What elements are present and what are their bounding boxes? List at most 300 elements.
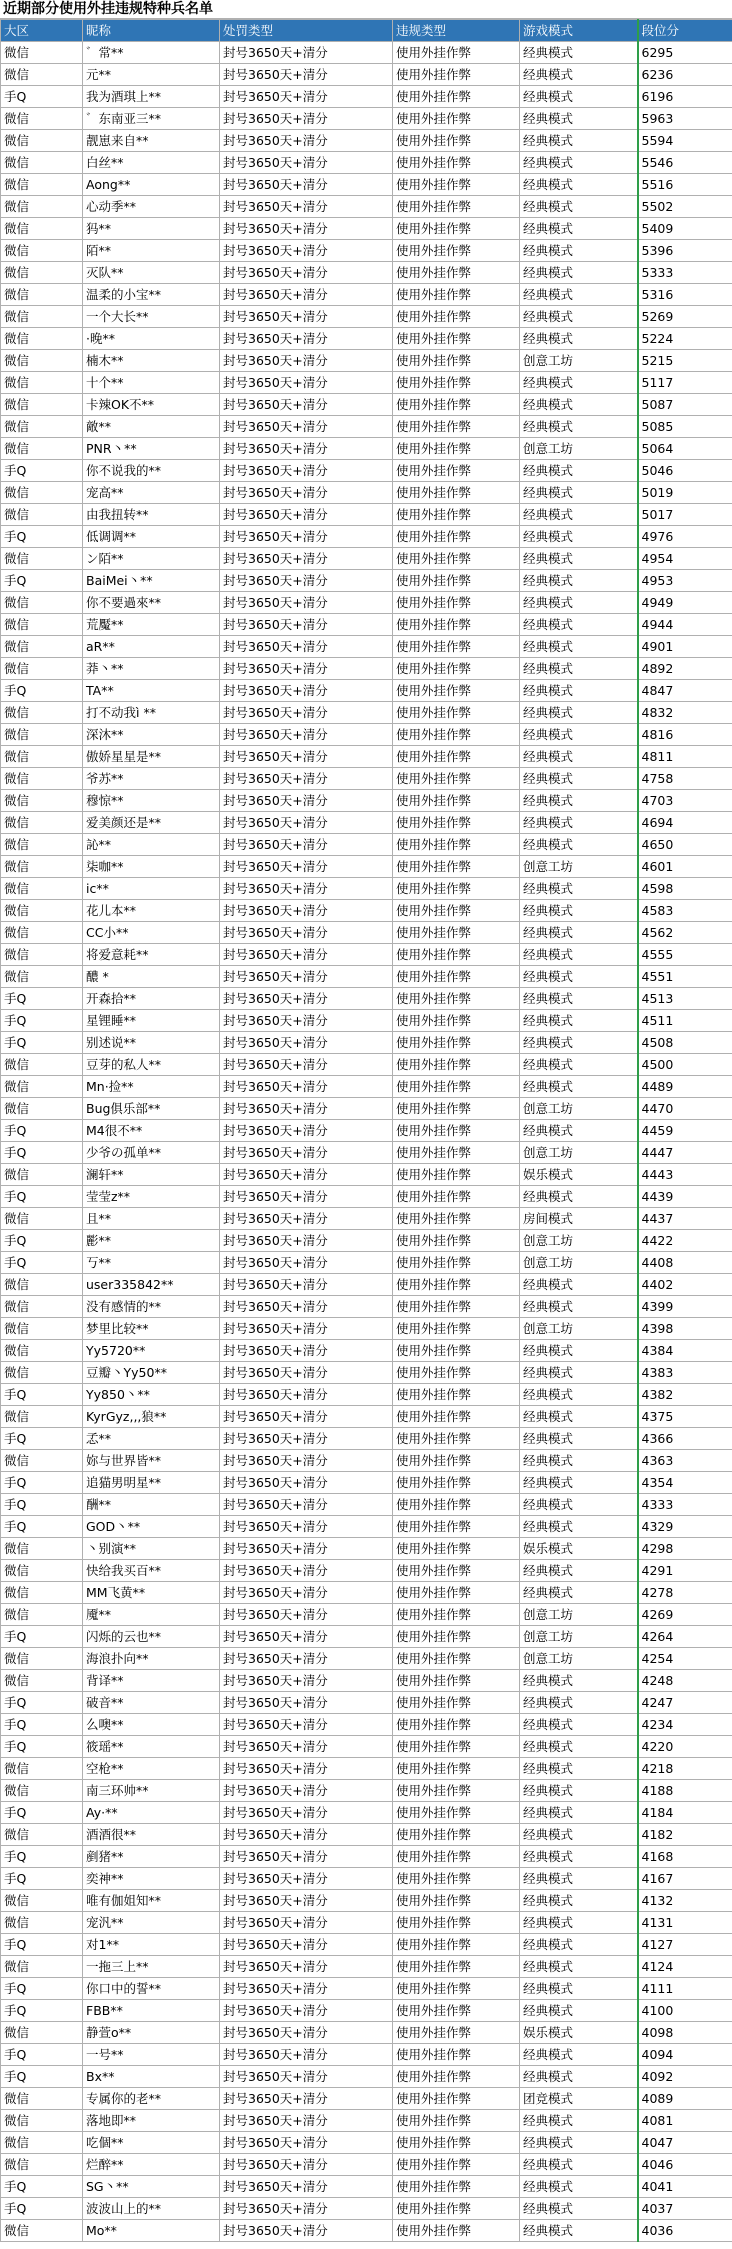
region-cell: 微信	[1, 1098, 83, 1120]
violation-cell: 使用外挂作弊	[393, 2022, 520, 2044]
violation-cell: 使用外挂作弊	[393, 1626, 520, 1648]
nickname-cell: ic**	[83, 878, 220, 900]
table-row	[1, 328, 732, 350]
violation-cell: 使用外挂作弊	[393, 1384, 520, 1406]
region-cell: 手Q	[1, 1802, 83, 1824]
table-row	[1, 724, 732, 746]
mode-cell: 创意工坊	[520, 438, 638, 460]
score-cell: 4399	[638, 1296, 732, 1318]
table-row	[1, 944, 732, 966]
table-row	[1, 350, 732, 372]
header-nickname: 昵称	[83, 20, 220, 42]
region-cell: 微信	[1, 1406, 83, 1428]
mode-cell: 经典模式	[520, 724, 638, 746]
violation-cell: 使用外挂作弊	[393, 1648, 520, 1670]
penalty-cell: 封号3650天+清分	[220, 1912, 393, 1934]
region-cell: 微信	[1, 900, 83, 922]
table-row	[1, 658, 732, 680]
nickname-cell: 花儿本**	[83, 900, 220, 922]
region-cell: 微信	[1, 262, 83, 284]
nickname-cell: 灭队**	[83, 262, 220, 284]
table-row	[1, 1802, 732, 1824]
penalty-cell: 封号3650天+清分	[220, 548, 393, 570]
penalty-cell: 封号3650天+清分	[220, 1714, 393, 1736]
nickname-cell: 柒咖**	[83, 856, 220, 878]
table-row	[1, 152, 732, 174]
region-cell: 微信	[1, 1076, 83, 1098]
mode-cell: 经典模式	[520, 922, 638, 944]
region-cell: 微信	[1, 1648, 83, 1670]
penalty-cell: 封号3650天+清分	[220, 174, 393, 196]
region-cell: 手Q	[1, 2198, 83, 2220]
region-cell: 微信	[1, 1208, 83, 1230]
mode-cell: 经典模式	[520, 2132, 638, 2154]
mode-cell: 经典模式	[520, 284, 638, 306]
region-cell: 手Q	[1, 1494, 83, 1516]
penalty-cell: 封号3650天+清分	[220, 1274, 393, 1296]
table-row	[1, 1164, 732, 1186]
region-cell: 手Q	[1, 1252, 83, 1274]
table-row	[1, 1054, 732, 1076]
score-cell: 5046	[638, 460, 732, 482]
score-cell: 4111	[638, 1978, 732, 2000]
region-cell: 微信	[1, 416, 83, 438]
violation-cell: 使用外挂作弊	[393, 1142, 520, 1164]
score-cell: 4264	[638, 1626, 732, 1648]
score-cell: 4901	[638, 636, 732, 658]
region-cell: 微信	[1, 1912, 83, 1934]
violation-cell: 使用外挂作弊	[393, 1252, 520, 1274]
table-row	[1, 1956, 732, 1978]
penalty-cell: 封号3650天+清分	[220, 856, 393, 878]
table-row	[1, 1538, 732, 1560]
penalty-cell: 封号3650天+清分	[220, 1010, 393, 1032]
score-cell: 4408	[638, 1252, 732, 1274]
penalty-cell: 封号3650天+清分	[220, 438, 393, 460]
nickname-cell: 别述说**	[83, 1032, 220, 1054]
nickname-cell: 背译**	[83, 1670, 220, 1692]
violation-cell: 使用外挂作弊	[393, 900, 520, 922]
region-cell: 微信	[1, 856, 83, 878]
table-row	[1, 1560, 732, 1582]
table-row	[1, 1934, 732, 1956]
region-cell: 微信	[1, 1296, 83, 1318]
mode-cell: 经典模式	[520, 1868, 638, 1890]
mode-cell: 经典模式	[520, 394, 638, 416]
mode-cell: 经典模式	[520, 614, 638, 636]
mode-cell: 经典模式	[520, 1846, 638, 1868]
score-cell: 4098	[638, 2022, 732, 2044]
mode-cell: 经典模式	[520, 2176, 638, 2198]
violation-cell: 使用外挂作弊	[393, 1406, 520, 1428]
score-cell: 4382	[638, 1384, 732, 1406]
score-cell: 4439	[638, 1186, 732, 1208]
region-cell: 手Q	[1, 570, 83, 592]
penalty-cell: 封号3650天+清分	[220, 196, 393, 218]
mode-cell: 经典模式	[520, 2044, 638, 2066]
score-cell: 4470	[638, 1098, 732, 1120]
table-row	[1, 64, 732, 86]
table-row	[1, 1032, 732, 1054]
score-cell: 5516	[638, 174, 732, 196]
score-cell: 4847	[638, 680, 732, 702]
header-penalty: 处罚类型	[220, 20, 393, 42]
score-cell: 4094	[638, 2044, 732, 2066]
score-cell: 4694	[638, 812, 732, 834]
penalty-cell: 封号3650天+清分	[220, 1538, 393, 1560]
region-cell: 微信	[1, 174, 83, 196]
region-cell: 微信	[1, 1538, 83, 1560]
region-cell: 微信	[1, 372, 83, 394]
region-cell: 微信	[1, 746, 83, 768]
violation-cell: 使用外挂作弊	[393, 1076, 520, 1098]
region-cell: 微信	[1, 592, 83, 614]
violation-cell: 使用外挂作弊	[393, 2066, 520, 2088]
mode-cell: 经典模式	[520, 196, 638, 218]
penalty-cell: 封号3650天+清分	[220, 1582, 393, 1604]
region-cell: 手Q	[1, 1384, 83, 1406]
nickname-cell: 澜轩**	[83, 1164, 220, 1186]
penalty-cell: 封号3650天+清分	[220, 1560, 393, 1582]
score-cell: 4650	[638, 834, 732, 856]
violation-cell: 使用外挂作弊	[393, 2000, 520, 2022]
nickname-cell: 空枪**	[83, 1758, 220, 1780]
score-cell: 4447	[638, 1142, 732, 1164]
violation-cell: 使用外挂作弊	[393, 658, 520, 680]
violation-cell: 使用外挂作弊	[393, 1516, 520, 1538]
violation-cell: 使用外挂作弊	[393, 1054, 520, 1076]
penalty-cell: 封号3650天+清分	[220, 790, 393, 812]
mode-cell: 经典模式	[520, 1714, 638, 1736]
nickname-cell: 魇**	[83, 1604, 220, 1626]
penalty-cell: 封号3650天+清分	[220, 1604, 393, 1626]
penalty-cell: 封号3650天+清分	[220, 152, 393, 174]
nickname-cell: 荒魘**	[83, 614, 220, 636]
mode-cell: 经典模式	[520, 812, 638, 834]
score-cell: 4598	[638, 878, 732, 900]
table-row	[1, 1670, 732, 1692]
region-cell: 微信	[1, 1560, 83, 1582]
mode-cell: 经典模式	[520, 306, 638, 328]
mode-cell: 经典模式	[520, 1054, 638, 1076]
mode-cell: 经典模式	[520, 1824, 638, 1846]
table-row	[1, 1340, 732, 1362]
region-cell: 手Q	[1, 1846, 83, 1868]
violation-cell: 使用外挂作弊	[393, 1824, 520, 1846]
nickname-cell: ゛常**	[83, 42, 220, 64]
nickname-cell: Yy5720**	[83, 1340, 220, 1362]
header-violation: 违规类型	[393, 20, 520, 42]
table-row	[1, 1692, 732, 1714]
nickname-cell: 豆瓣丶Yy50**	[83, 1362, 220, 1384]
region-cell: 微信	[1, 1164, 83, 1186]
violation-cell: 使用外挂作弊	[393, 438, 520, 460]
score-cell: 5502	[638, 196, 732, 218]
penalty-cell: 封号3650天+清分	[220, 680, 393, 702]
nickname-cell: 奕神**	[83, 1868, 220, 1890]
violation-cell: 使用外挂作弊	[393, 1714, 520, 1736]
table-row	[1, 1274, 732, 1296]
score-cell: 4832	[638, 702, 732, 724]
penalty-cell: 封号3650天+清分	[220, 42, 393, 64]
score-cell: 4562	[638, 922, 732, 944]
score-cell: 5396	[638, 240, 732, 262]
violation-cell: 使用外挂作弊	[393, 1318, 520, 1340]
mode-cell: 经典模式	[520, 1912, 638, 1934]
penalty-cell: 封号3650天+清分	[220, 1252, 393, 1274]
table-row	[1, 966, 732, 988]
score-cell: 4949	[638, 592, 732, 614]
region-cell: 微信	[1, 130, 83, 152]
region-cell: 手Q	[1, 1692, 83, 1714]
region-cell: 手Q	[1, 1868, 83, 1890]
table-row	[1, 702, 732, 724]
violation-cell: 使用外挂作弊	[393, 482, 520, 504]
score-cell: 4398	[638, 1318, 732, 1340]
score-cell: 5224	[638, 328, 732, 350]
penalty-cell: 封号3650天+清分	[220, 240, 393, 262]
mode-cell: 经典模式	[520, 2000, 638, 2022]
region-cell: 手Q	[1, 988, 83, 1010]
region-cell: 手Q	[1, 1010, 83, 1032]
table-row	[1, 2000, 732, 2022]
violation-cell: 使用外挂作弊	[393, 1758, 520, 1780]
penalty-cell: 封号3650天+清分	[220, 130, 393, 152]
violation-cell: 使用外挂作弊	[393, 526, 520, 548]
region-cell: 微信	[1, 2088, 83, 2110]
table-row	[1, 592, 732, 614]
score-cell: 5316	[638, 284, 732, 306]
mode-cell: 经典模式	[520, 504, 638, 526]
header-region: 大区	[1, 20, 83, 42]
table-header-row	[1, 20, 732, 42]
violation-cell: 使用外挂作弊	[393, 680, 520, 702]
score-cell: 4046	[638, 2154, 732, 2176]
violation-cell: 使用外挂作弊	[393, 1164, 520, 1186]
score-cell: 4037	[638, 2198, 732, 2220]
penalty-cell: 封号3650天+清分	[220, 1054, 393, 1076]
table-row	[1, 130, 732, 152]
violation-cell: 使用外挂作弊	[393, 878, 520, 900]
table-row	[1, 1758, 732, 1780]
penalty-cell: 封号3650天+清分	[220, 284, 393, 306]
score-cell: 4278	[638, 1582, 732, 1604]
violation-cell: 使用外挂作弊	[393, 1604, 520, 1626]
nickname-cell: PNR丶**	[83, 438, 220, 460]
nickname-cell: aR**	[83, 636, 220, 658]
penalty-cell: 封号3650天+清分	[220, 1692, 393, 1714]
table-row	[1, 2154, 732, 2176]
table-row	[1, 856, 732, 878]
table-row	[1, 1450, 732, 1472]
violation-cell: 使用外挂作弊	[393, 1582, 520, 1604]
nickname-cell: 酬**	[83, 1494, 220, 1516]
region-cell: 微信	[1, 350, 83, 372]
nickname-cell: 专属你的老**	[83, 2088, 220, 2110]
violation-cell: 使用外挂作弊	[393, 812, 520, 834]
score-cell: 5409	[638, 218, 732, 240]
violation-cell: 使用外挂作弊	[393, 1538, 520, 1560]
mode-cell: 经典模式	[520, 108, 638, 130]
violation-cell: 使用外挂作弊	[393, 1560, 520, 1582]
table-row	[1, 1186, 732, 1208]
penalty-cell: 封号3650天+清分	[220, 1406, 393, 1428]
mode-cell: 经典模式	[520, 1802, 638, 1824]
nickname-cell: 丂**	[83, 1252, 220, 1274]
score-cell: 4511	[638, 1010, 732, 1032]
region-cell: 手Q	[1, 1120, 83, 1142]
mode-cell: 娱乐模式	[520, 1538, 638, 1560]
nickname-cell: 豆芽的私人**	[83, 1054, 220, 1076]
mode-cell: 创意工坊	[520, 1230, 638, 1252]
table-row	[1, 1648, 732, 1670]
region-cell: 微信	[1, 2110, 83, 2132]
mode-cell: 创意工坊	[520, 1604, 638, 1626]
penalty-cell: 封号3650天+清分	[220, 834, 393, 856]
region-cell: 微信	[1, 2154, 83, 2176]
mode-cell: 娱乐模式	[520, 2022, 638, 2044]
penalty-cell: 封号3650天+清分	[220, 2022, 393, 2044]
region-cell: 微信	[1, 548, 83, 570]
score-cell: 4248	[638, 1670, 732, 1692]
violation-cell: 使用外挂作弊	[393, 196, 520, 218]
score-cell: 4247	[638, 1692, 732, 1714]
table-row	[1, 284, 732, 306]
mode-cell: 经典模式	[520, 1406, 638, 1428]
table-row	[1, 1604, 732, 1626]
nickname-cell: Yy850丶**	[83, 1384, 220, 1406]
nickname-cell: 孞**	[83, 1428, 220, 1450]
region-cell: 手Q	[1, 1032, 83, 1054]
mode-cell: 经典模式	[520, 768, 638, 790]
score-cell: 4811	[638, 746, 732, 768]
mode-cell: 经典模式	[520, 1736, 638, 1758]
mode-cell: 经典模式	[520, 570, 638, 592]
score-cell: 4298	[638, 1538, 732, 1560]
table-row	[1, 1362, 732, 1384]
region-cell: 手Q	[1, 460, 83, 482]
nickname-cell: 一号**	[83, 2044, 220, 2066]
region-cell: 手Q	[1, 1230, 83, 1252]
region-cell: 微信	[1, 482, 83, 504]
mode-cell: 经典模式	[520, 1692, 638, 1714]
table-row	[1, 2066, 732, 2088]
penalty-cell: 封号3650天+清分	[220, 2088, 393, 2110]
score-cell: 4489	[638, 1076, 732, 1098]
region-cell: 微信	[1, 1758, 83, 1780]
table-row	[1, 86, 732, 108]
region-cell: 手Q	[1, 1472, 83, 1494]
violation-cell: 使用外挂作弊	[393, 108, 520, 130]
region-cell: 微信	[1, 1670, 83, 1692]
table-row	[1, 1736, 732, 1758]
penalty-cell: 封号3650天+清分	[220, 1032, 393, 1054]
nickname-cell: MM飞黄**	[83, 1582, 220, 1604]
score-cell: 4583	[638, 900, 732, 922]
table-row	[1, 1824, 732, 1846]
mode-cell: 经典模式	[520, 64, 638, 86]
region-cell: 微信	[1, 922, 83, 944]
nickname-cell: 醲 *	[83, 966, 220, 988]
mode-cell: 经典模式	[520, 482, 638, 504]
nickname-cell: 烂醉**	[83, 2154, 220, 2176]
violation-cell: 使用外挂作弊	[393, 1208, 520, 1230]
nickname-cell: 莹莹z**	[83, 1186, 220, 1208]
penalty-cell: 封号3650天+清分	[220, 372, 393, 394]
penalty-cell: 封号3650天+清分	[220, 1076, 393, 1098]
nickname-cell: 陌**	[83, 240, 220, 262]
region-cell: 微信	[1, 218, 83, 240]
region-cell: 手Q	[1, 2176, 83, 2198]
violation-cell: 使用外挂作弊	[393, 152, 520, 174]
mode-cell: 经典模式	[520, 1560, 638, 1582]
penalty-cell: 封号3650天+清分	[220, 2176, 393, 2198]
mode-cell: 经典模式	[520, 1032, 638, 1054]
penalty-cell: 封号3650天+清分	[220, 2154, 393, 2176]
penalty-cell: 封号3650天+清分	[220, 1802, 393, 1824]
table-row	[1, 1912, 732, 1934]
region-cell: 手Q	[1, 526, 83, 548]
table-row	[1, 2220, 732, 2242]
penalty-cell: 封号3650天+清分	[220, 86, 393, 108]
penalty-cell: 封号3650天+清分	[220, 1758, 393, 1780]
violation-cell: 使用外挂作弊	[393, 42, 520, 64]
nickname-cell: 十个**	[83, 372, 220, 394]
penalty-cell: 封号3650天+清分	[220, 504, 393, 526]
violation-cell: 使用外挂作弊	[393, 834, 520, 856]
table-row	[1, 2044, 732, 2066]
score-cell: 5269	[638, 306, 732, 328]
score-cell: 4816	[638, 724, 732, 746]
violation-cell: 使用外挂作弊	[393, 1230, 520, 1252]
table-row	[1, 988, 732, 1010]
nickname-cell: 筱瑶**	[83, 1736, 220, 1758]
penalty-cell: 封号3650天+清分	[220, 394, 393, 416]
score-cell: 5546	[638, 152, 732, 174]
mode-cell: 经典模式	[520, 1472, 638, 1494]
penalty-cell: 封号3650天+清分	[220, 2198, 393, 2220]
penalty-cell: 封号3650天+清分	[220, 1890, 393, 1912]
nickname-cell: 且**	[83, 1208, 220, 1230]
nickname-cell: 宠汎**	[83, 1912, 220, 1934]
penalty-cell: 封号3650天+清分	[220, 592, 393, 614]
table-row	[1, 108, 732, 130]
penalty-cell: 封号3650天+清分	[220, 1208, 393, 1230]
score-cell: 4363	[638, 1450, 732, 1472]
violation-cell: 使用外挂作弊	[393, 460, 520, 482]
score-cell: 4184	[638, 1802, 732, 1824]
table-row	[1, 42, 732, 64]
region-cell: 微信	[1, 196, 83, 218]
table-row	[1, 1626, 732, 1648]
violation-cell: 使用外挂作弊	[393, 2110, 520, 2132]
score-cell: 4954	[638, 548, 732, 570]
score-cell: 4953	[638, 570, 732, 592]
table-row	[1, 1428, 732, 1450]
mode-cell: 创意工坊	[520, 1142, 638, 1164]
score-cell: 4132	[638, 1890, 732, 1912]
score-cell: 4354	[638, 1472, 732, 1494]
nickname-cell: BaiMei丶**	[83, 570, 220, 592]
table-row	[1, 812, 732, 834]
region-cell: 微信	[1, 658, 83, 680]
table-row	[1, 504, 732, 526]
table-row	[1, 570, 732, 592]
penalty-cell: 封号3650天+清分	[220, 526, 393, 548]
violation-cell: 使用外挂作弊	[393, 2154, 520, 2176]
mode-cell: 经典模式	[520, 658, 638, 680]
violation-cell: 使用外挂作弊	[393, 416, 520, 438]
